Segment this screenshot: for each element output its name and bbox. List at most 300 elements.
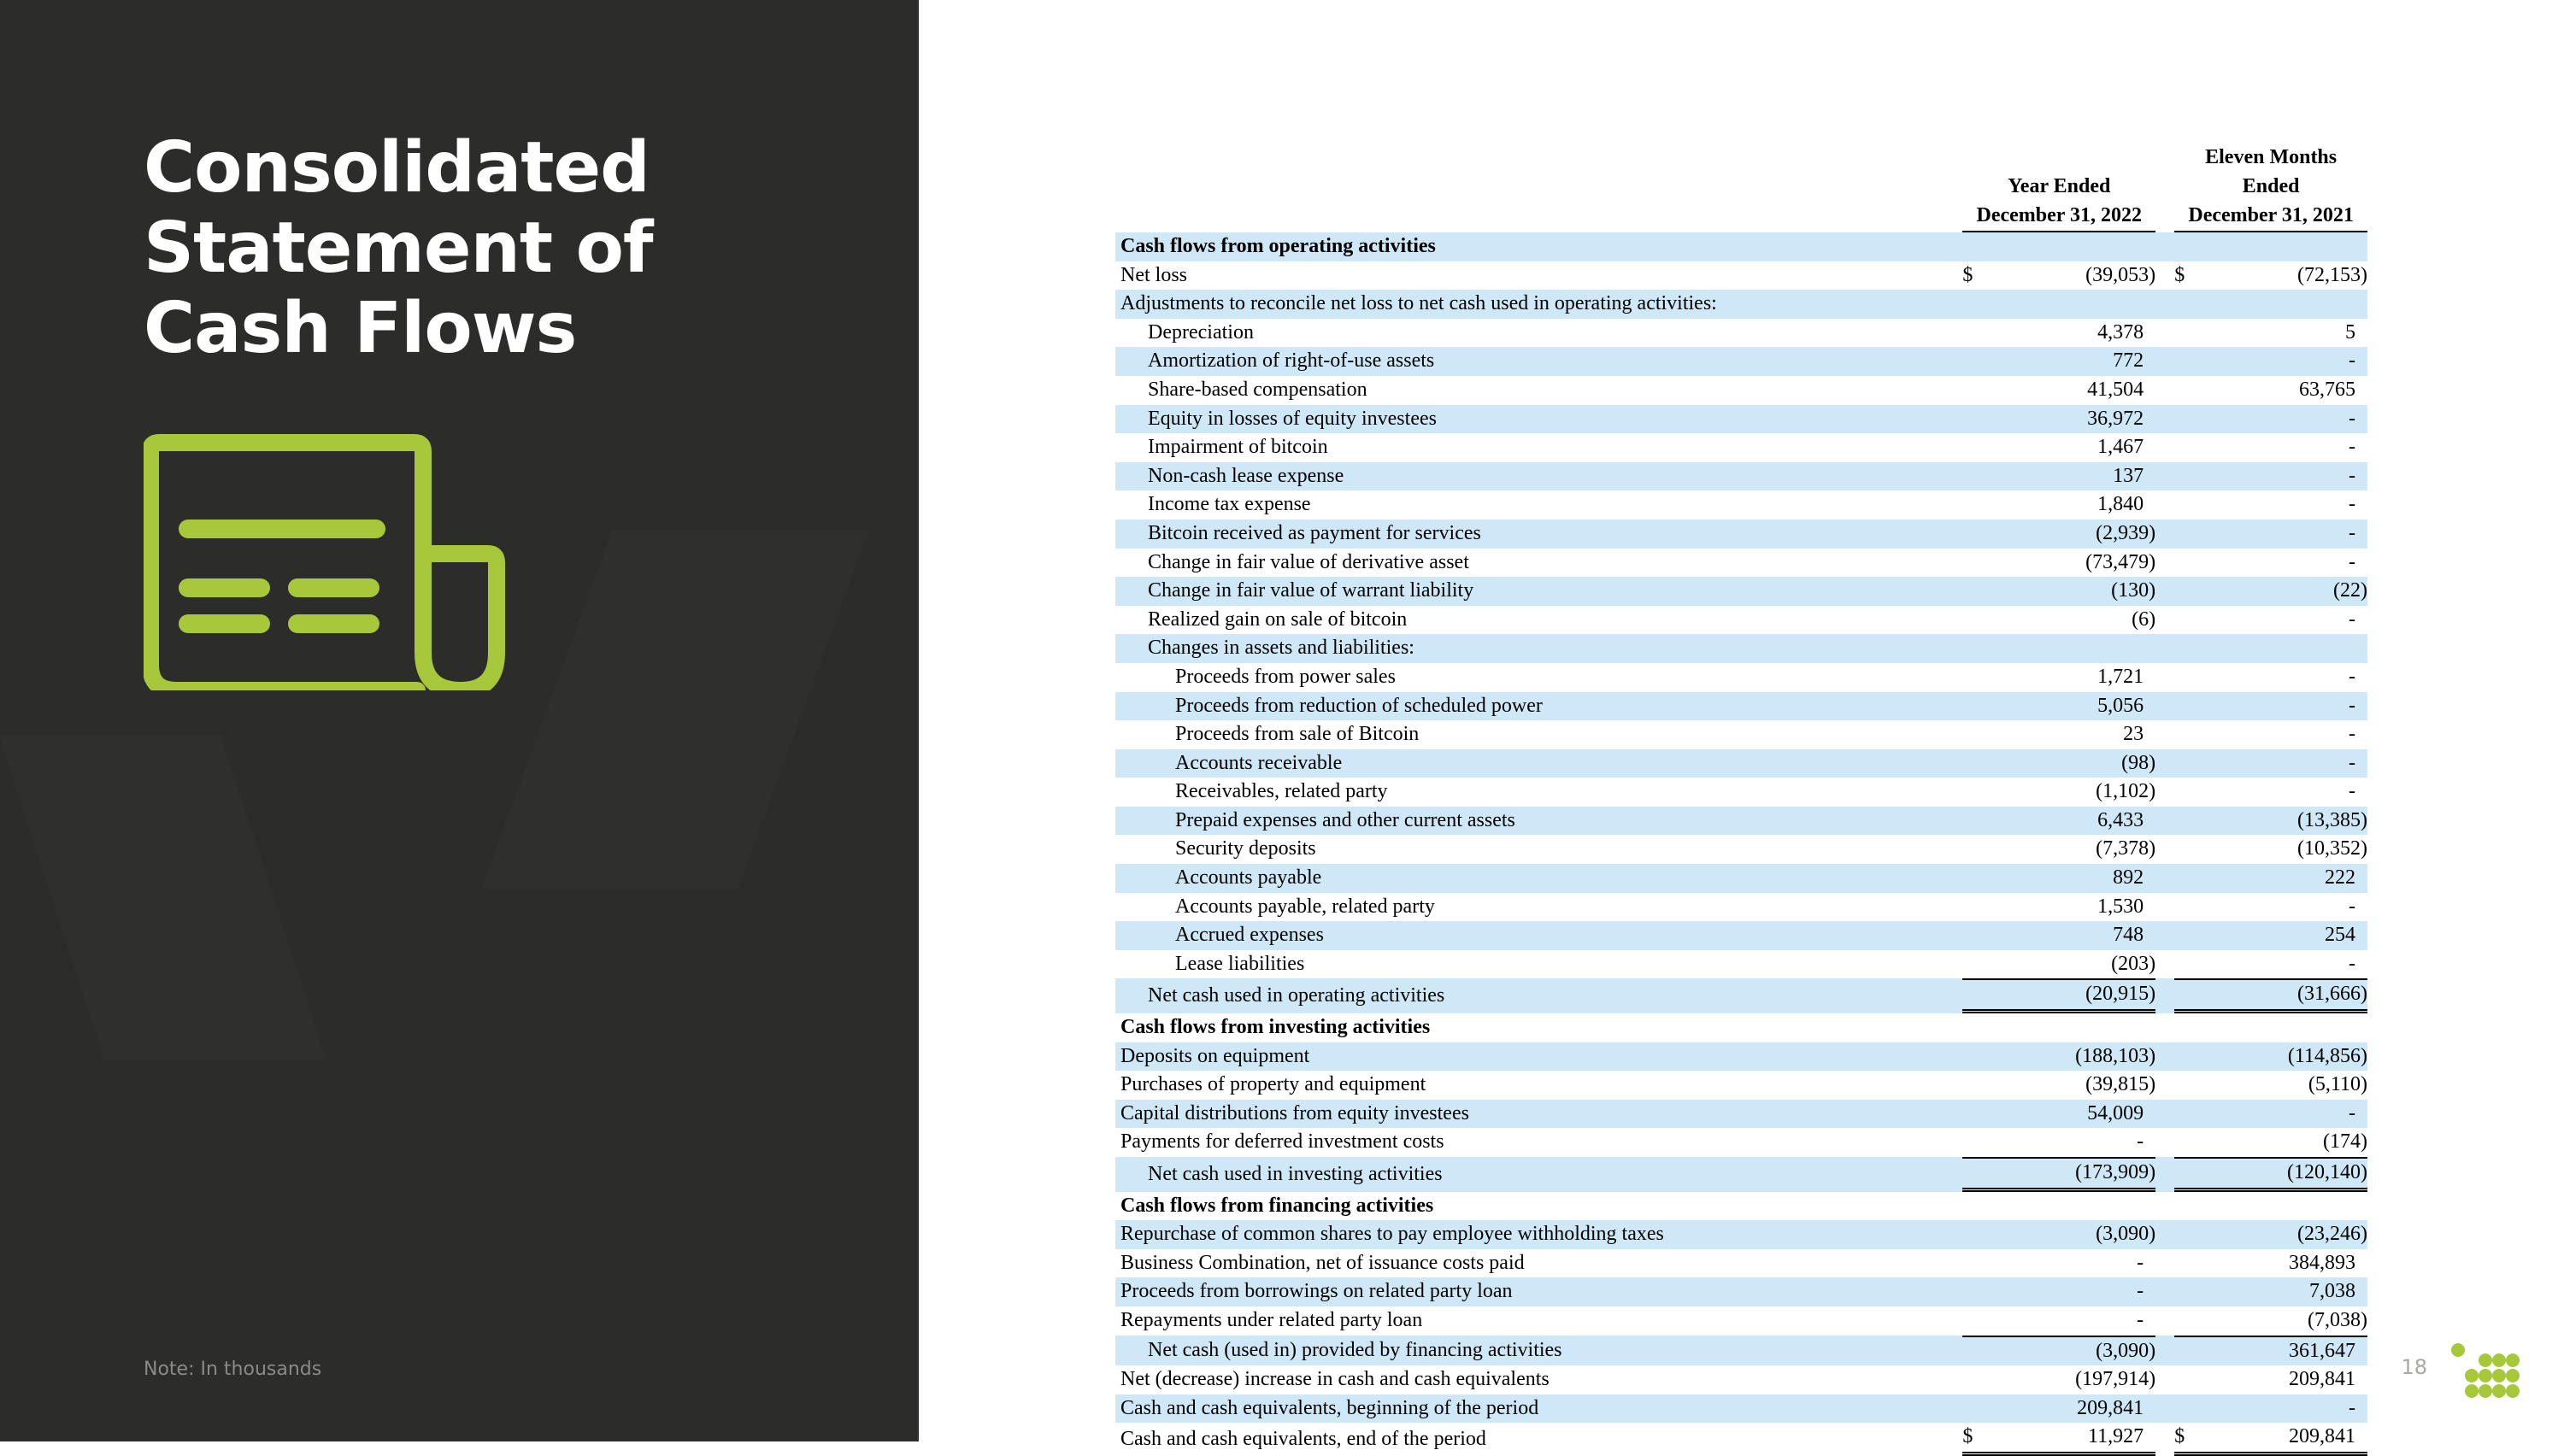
value-2022: (39,053) <box>2085 263 2156 286</box>
table-row <box>1115 261 2367 291</box>
table-row <box>1115 921 2367 950</box>
currency-symbol <box>2174 807 2187 836</box>
value-2022: 41,504 <box>2087 378 2144 401</box>
currency-symbol <box>2174 1100 2187 1129</box>
spacer-cell <box>2155 950 2174 979</box>
value-2022: 36,972 <box>1975 405 2155 434</box>
currency-symbol <box>1962 577 1975 606</box>
spacer-cell <box>2155 921 2174 950</box>
row-label: Cash and cash equivalents, end of the period <box>1120 1427 1486 1450</box>
value-2021: (13,385) <box>2187 807 2367 836</box>
currency-symbol <box>1962 978 1975 1013</box>
dot-grid-logo <box>2451 1343 2520 1400</box>
table-row <box>1115 490 2367 520</box>
row-label: Changes in assets and liabilities: <box>1115 634 1962 663</box>
value-2022: (6) <box>2132 608 2156 631</box>
value-2022: (39,815) <box>2085 1073 2156 1096</box>
value-2022: 748 <box>1975 921 2155 950</box>
row-label: Net cash (used in) provided by financing activities <box>1115 1336 1962 1366</box>
spacer-cell <box>2155 1277 2174 1306</box>
currency-symbol <box>2174 1306 2187 1336</box>
currency-symbol <box>2174 347 2187 376</box>
currency-symbol <box>2174 1394 2187 1424</box>
spacer-cell <box>2155 634 2174 663</box>
value-2022: (203) <box>2111 952 2156 975</box>
value-2022: (2,939) <box>1975 520 2155 549</box>
currency-symbol <box>2174 663 2187 692</box>
value-2022: - <box>2137 1251 2144 1274</box>
value-2022: 1,467 <box>2097 436 2144 459</box>
currency-symbol <box>1962 921 1975 950</box>
table-row <box>1115 634 2367 663</box>
row-label: Business Combination, net of issuance costs paid <box>1120 1251 1525 1274</box>
table-row <box>1115 319 2367 348</box>
table-row <box>1115 1128 2367 1157</box>
currency-symbol <box>2174 1277 2187 1306</box>
currency-symbol <box>1962 950 1975 979</box>
footnote: Note: In thousands <box>144 1359 322 1380</box>
currency-symbol <box>1962 1336 1975 1366</box>
value-2022: 23 <box>2123 723 2144 746</box>
row-label: Realized gain on sale of bitcoin <box>1148 608 1408 631</box>
value-2022: (130) <box>1975 577 2155 606</box>
value-2022: (7,378) <box>2096 837 2156 860</box>
spacer-cell <box>2155 319 2174 348</box>
value-2022: - <box>1975 1277 2155 1306</box>
value-2022: 772 <box>1975 347 2155 376</box>
column-header: Ended <box>2242 175 2300 198</box>
value-2021: (7,038) <box>2308 1308 2367 1331</box>
row-label: Cash flows from operating activities <box>1115 232 1962 261</box>
currency-symbol <box>1962 1306 1975 1336</box>
value-2021: - <box>2349 780 2355 803</box>
currency-symbol <box>2174 376 2187 405</box>
value-2021 <box>2187 634 2367 663</box>
row-label: Purchases of property and equipment <box>1120 1073 1426 1096</box>
currency-symbol <box>2174 1365 2187 1394</box>
spacer-cell <box>2155 1128 2174 1157</box>
document-lines-icon <box>144 434 511 690</box>
page-title <box>144 128 827 369</box>
row-label: Depreciation <box>1148 320 1254 343</box>
table-row <box>1115 950 2367 979</box>
spacer-cell <box>2155 520 2174 549</box>
spacer-cell <box>1115 173 1962 202</box>
table-row <box>1115 778 2367 807</box>
row-label: Net cash used in operating activities <box>1115 978 1962 1013</box>
value-2021: 5 <box>2345 320 2355 343</box>
page-number: 18 <box>2401 1355 2427 1379</box>
table-row <box>1115 1192 2367 1221</box>
currency-symbol <box>2174 1013 2187 1042</box>
currency-symbol <box>1962 1220 1975 1249</box>
spacer-cell <box>2155 173 2174 202</box>
currency-symbol <box>2174 634 2187 663</box>
value-2022: 11,927 <box>1975 1423 2155 1456</box>
value-2021: - <box>2187 1100 2367 1129</box>
currency-symbol <box>2174 1042 2187 1071</box>
table-row <box>1115 1423 2367 1456</box>
column-header: Year Ended <box>2008 175 2111 198</box>
row-label: Receivables, related party <box>1175 780 1388 803</box>
spacer-cell <box>2155 1423 2174 1456</box>
background-shape <box>0 735 326 1060</box>
column-header: December 31, 2021 <box>2174 202 2367 232</box>
value-2021: 222 <box>2187 864 2367 893</box>
spacer-cell <box>2155 807 2174 836</box>
currency-symbol <box>1962 520 1975 549</box>
value-2022: (173,909) <box>1975 1157 2155 1192</box>
table-row <box>1115 606 2367 635</box>
value-2021: (5,110) <box>2308 1073 2367 1096</box>
row-label: Proceeds from borrowings on related party loan <box>1115 1277 1962 1306</box>
currency-symbol <box>2174 290 2187 319</box>
row-label: Lease liabilities <box>1175 952 1305 975</box>
currency-symbol <box>2174 1192 2187 1221</box>
value-2022: - <box>2137 1308 2144 1331</box>
value-2022: 892 <box>1975 864 2155 893</box>
value-2021: 384,893 <box>2289 1251 2355 1274</box>
currency-symbol <box>2174 490 2187 520</box>
value-2022 <box>1975 1013 2155 1042</box>
spacer-cell <box>2155 1249 2174 1278</box>
currency-symbol <box>1962 1249 1975 1278</box>
currency-symbol <box>1962 1192 1975 1221</box>
table-row <box>1115 893 2367 922</box>
row-label: Net (decrease) increase in cash and cash equivalents <box>1120 1368 1550 1391</box>
table-row <box>1115 1277 2367 1306</box>
value-2022: - <box>2137 1130 2144 1154</box>
currency-symbol <box>2174 1249 2187 1278</box>
value-2021 <box>2187 1013 2367 1042</box>
column-header <box>1962 144 2155 173</box>
currency-symbol <box>1962 778 1975 807</box>
table-row <box>1115 1306 2367 1336</box>
value-2021: (120,140) <box>2187 1157 2367 1192</box>
spacer-cell <box>2155 462 2174 491</box>
currency-symbol <box>2174 950 2187 979</box>
table-row <box>1115 807 2367 836</box>
value-2021: - <box>2187 347 2367 376</box>
value-2021: - <box>2187 1394 2367 1424</box>
table-row <box>1115 577 2367 606</box>
row-label: Non-cash lease expense <box>1115 462 1962 491</box>
value-2022: 137 <box>1975 462 2155 491</box>
value-2021: - <box>2187 462 2367 491</box>
table-row <box>1115 1249 2367 1278</box>
value-2021: 7,038 <box>2187 1277 2367 1306</box>
value-2021: (23,246) <box>2187 1220 2367 1249</box>
value-2022: 6,433 <box>1975 807 2155 836</box>
value-2022: 4,378 <box>2097 320 2144 343</box>
currency-symbol <box>2174 1336 2187 1366</box>
value-2022: 54,009 <box>1975 1100 2155 1129</box>
spacer-cell <box>1115 144 1962 173</box>
value-2022: (73,479) <box>2085 550 2156 573</box>
column-header: Eleven Months <box>2205 146 2338 169</box>
currency-symbol <box>2174 1157 2187 1192</box>
row-label: Accrued expenses <box>1115 921 1962 950</box>
currency-symbol <box>1962 807 1975 836</box>
currency-symbol: $ <box>2174 263 2185 286</box>
value-2021: (31,666) <box>2187 978 2367 1013</box>
row-label: Share-based compensation <box>1148 378 1367 401</box>
row-label: Accounts receivable <box>1115 749 1962 778</box>
value-2021: (174) <box>2323 1130 2367 1154</box>
currency-symbol <box>1962 290 1975 319</box>
value-2022 <box>1975 232 2155 261</box>
table-row <box>1115 405 2367 434</box>
table-row <box>1115 232 2367 261</box>
currency-symbol <box>1962 835 1975 864</box>
spacer-cell <box>2155 347 2174 376</box>
title-line: Statement of <box>144 208 653 289</box>
value-2021: (10,352) <box>2297 837 2367 860</box>
spacer-cell <box>2155 1336 2174 1366</box>
value-2022: (3,090) <box>1975 1336 2155 1366</box>
row-label: Net loss <box>1120 263 1187 286</box>
currency-symbol <box>1962 606 1975 635</box>
spacer-cell <box>2155 490 2174 520</box>
value-2021: - <box>2349 723 2355 746</box>
value-2022: (98) <box>1975 749 2155 778</box>
spacer-cell <box>2155 1394 2174 1424</box>
currency-symbol <box>2174 606 2187 635</box>
spacer-cell <box>2155 606 2174 635</box>
currency-symbol: $ <box>1962 263 1973 286</box>
currency-symbol <box>1962 1394 1975 1424</box>
row-label: Cash and cash equivalents, beginning of the period <box>1115 1394 1962 1424</box>
currency-symbol <box>1962 749 1975 778</box>
currency-symbol <box>1962 1277 1975 1306</box>
row-label: Adjustments to reconcile net loss to net cash used in operating activities: <box>1115 290 1962 319</box>
value-2021: - <box>2349 665 2355 688</box>
row-label: Capital distributions from equity investees <box>1115 1100 1962 1129</box>
spacer-cell <box>2155 577 2174 606</box>
table-row <box>1115 864 2367 893</box>
table-row <box>1115 433 2367 462</box>
value-2022: (188,103) <box>1975 1042 2155 1071</box>
table-row <box>1115 1336 2367 1366</box>
value-2021: 361,647 <box>2187 1336 2367 1366</box>
row-label: Change in fair value of derivative asset <box>1148 550 1469 573</box>
value-2022: 5,056 <box>1975 692 2155 721</box>
value-2022 <box>1975 290 2155 319</box>
table-row <box>1115 663 2367 692</box>
currency-symbol <box>1962 1042 1975 1071</box>
value-2021: - <box>2187 749 2367 778</box>
value-2021: (22) <box>2187 577 2367 606</box>
spacer-cell <box>2155 1042 2174 1071</box>
currency-symbol <box>1962 347 1975 376</box>
value-2021: - <box>2349 952 2355 975</box>
value-2021: 63,765 <box>2299 378 2355 401</box>
currency-symbol <box>1962 864 1975 893</box>
row-label: Cash flows from investing activities <box>1120 1016 1431 1039</box>
currency-symbol <box>1962 1013 1975 1042</box>
table-row <box>1115 1100 2367 1129</box>
value-2021: 209,841 <box>2187 1423 2367 1456</box>
column-header-row <box>1115 173 2367 202</box>
currency-symbol <box>1962 1157 1975 1192</box>
currency-symbol <box>2174 749 2187 778</box>
table-row <box>1115 1071 2367 1100</box>
currency-symbol <box>1962 1365 1975 1394</box>
value-2021 <box>2187 1192 2367 1221</box>
value-2021: (72,153) <box>2297 263 2367 286</box>
value-2021: - <box>2349 608 2355 631</box>
spacer-cell <box>1115 202 1962 232</box>
value-2021: (114,856) <box>2187 1042 2367 1071</box>
value-2021: - <box>2187 405 2367 434</box>
row-label: Amortization of right-of-use assets <box>1115 347 1962 376</box>
column-header-row <box>1115 144 2367 173</box>
spacer-cell <box>2155 749 2174 778</box>
currency-symbol <box>1962 692 1975 721</box>
title-line: Cash Flows <box>144 288 577 369</box>
currency-symbol <box>1962 634 1975 663</box>
spacer-cell <box>2155 978 2174 1013</box>
row-label: Equity in losses of equity investees <box>1115 405 1962 434</box>
spacer-cell <box>2155 663 2174 692</box>
currency-symbol <box>1962 893 1975 922</box>
row-label: Impairment of bitcoin <box>1148 436 1328 459</box>
currency-symbol <box>2174 577 2187 606</box>
currency-symbol <box>2174 1128 2187 1157</box>
spacer-cell <box>2155 893 2174 922</box>
row-label: Repayments under related party loan <box>1120 1308 1423 1331</box>
value-2021 <box>2187 290 2367 319</box>
currency-symbol <box>2174 893 2187 922</box>
currency-symbol <box>2174 1071 2187 1100</box>
spacer-cell <box>2155 144 2174 173</box>
currency-symbol <box>2174 1220 2187 1249</box>
table-row <box>1115 347 2367 376</box>
currency-symbol <box>2174 978 2187 1013</box>
value-2022: (20,915) <box>1975 978 2155 1013</box>
currency-symbol <box>2174 692 2187 721</box>
currency-symbol <box>2174 835 2187 864</box>
currency-symbol <box>1962 376 1975 405</box>
row-label: Accounts payable, related party <box>1175 895 1435 918</box>
value-2021: - <box>2187 692 2367 721</box>
table-row <box>1115 835 2367 864</box>
row-label: Deposits on equipment <box>1115 1042 1962 1071</box>
currency-symbol <box>2174 778 2187 807</box>
value-2022 <box>1975 634 2155 663</box>
row-label: Income tax expense <box>1148 493 1311 516</box>
spacer-cell <box>2155 1071 2174 1100</box>
table-row <box>1115 520 2367 549</box>
row-label: Repurchase of common shares to pay employee withholding taxes <box>1115 1220 1962 1249</box>
currency-symbol <box>2174 864 2187 893</box>
value-2022 <box>1975 1192 2155 1221</box>
row-label: Security deposits <box>1175 837 1316 860</box>
currency-symbol: $ <box>1962 1423 1975 1456</box>
background-shape <box>482 530 869 889</box>
spacer-cell <box>2155 864 2174 893</box>
currency-symbol <box>1962 549 1975 578</box>
row-label: Change in fair value of warrant liability <box>1115 577 1962 606</box>
table-row <box>1115 1365 2367 1394</box>
value-2022: (3,090) <box>1975 1220 2155 1249</box>
row-label: Accounts payable <box>1115 864 1962 893</box>
table-row <box>1115 978 2367 1013</box>
spacer-cell <box>2155 1157 2174 1192</box>
table-row <box>1115 749 2367 778</box>
table-row <box>1115 1042 2367 1071</box>
column-header: December 31, 2022 <box>1962 202 2155 232</box>
currency-symbol <box>2174 549 2187 578</box>
value-2021: - <box>2349 493 2355 516</box>
spacer-cell <box>2155 290 2174 319</box>
value-2022: 1,721 <box>2097 665 2144 688</box>
currency-symbol <box>1962 433 1975 462</box>
currency-symbol <box>2174 462 2187 491</box>
currency-symbol <box>1962 405 1975 434</box>
value-2022: 1,530 <box>2097 895 2144 918</box>
currency-symbol <box>1962 663 1975 692</box>
title-panel <box>0 0 919 1441</box>
table-row <box>1115 720 2367 749</box>
currency-symbol <box>2174 319 2187 348</box>
currency-symbol <box>2174 433 2187 462</box>
currency-symbol <box>2174 232 2187 261</box>
spacer-cell <box>2155 835 2174 864</box>
spacer-cell <box>2155 1306 2174 1336</box>
currency-symbol <box>1962 462 1975 491</box>
cash-flow-table <box>1115 144 2367 1456</box>
title-line: Consolidated <box>144 127 650 208</box>
spacer-cell <box>2155 720 2174 749</box>
table-row <box>1115 1157 2367 1192</box>
table-row <box>1115 1394 2367 1424</box>
table-row <box>1115 1220 2367 1249</box>
value-2022: 209,841 <box>1975 1394 2155 1424</box>
table-row <box>1115 462 2367 491</box>
value-2022: (197,914) <box>2075 1368 2156 1391</box>
value-2021: 209,841 <box>2289 1368 2355 1391</box>
value-2021: - <box>2349 436 2355 459</box>
spacer-cell <box>2155 202 2174 232</box>
currency-symbol <box>1962 490 1975 520</box>
value-2022: 1,840 <box>2097 493 2144 516</box>
currency-symbol <box>2174 720 2187 749</box>
currency-symbol <box>1962 1100 1975 1129</box>
value-2021: - <box>2349 895 2355 918</box>
value-2021: - <box>2349 550 2355 573</box>
row-label: Prepaid expenses and other current assets <box>1115 807 1962 836</box>
table-row <box>1115 1013 2367 1042</box>
spacer-cell <box>2155 778 2174 807</box>
currency-symbol <box>1962 232 1975 261</box>
column-header-row <box>1115 202 2367 232</box>
spacer-cell <box>2155 549 2174 578</box>
spacer-cell <box>2155 1013 2174 1042</box>
spacer-cell <box>2155 1100 2174 1129</box>
value-2021: 254 <box>2187 921 2367 950</box>
table-row <box>1115 290 2367 319</box>
currency-symbol: $ <box>2174 1423 2187 1456</box>
currency-symbol <box>2174 405 2187 434</box>
spacer-cell <box>2155 232 2174 261</box>
row-label: Proceeds from reduction of scheduled power <box>1115 692 1962 721</box>
spacer-cell <box>2155 433 2174 462</box>
row-label: Proceeds from power sales <box>1175 665 1396 688</box>
spacer-cell <box>2155 692 2174 721</box>
spacer-cell <box>2155 1220 2174 1249</box>
value-2021: - <box>2187 520 2367 549</box>
